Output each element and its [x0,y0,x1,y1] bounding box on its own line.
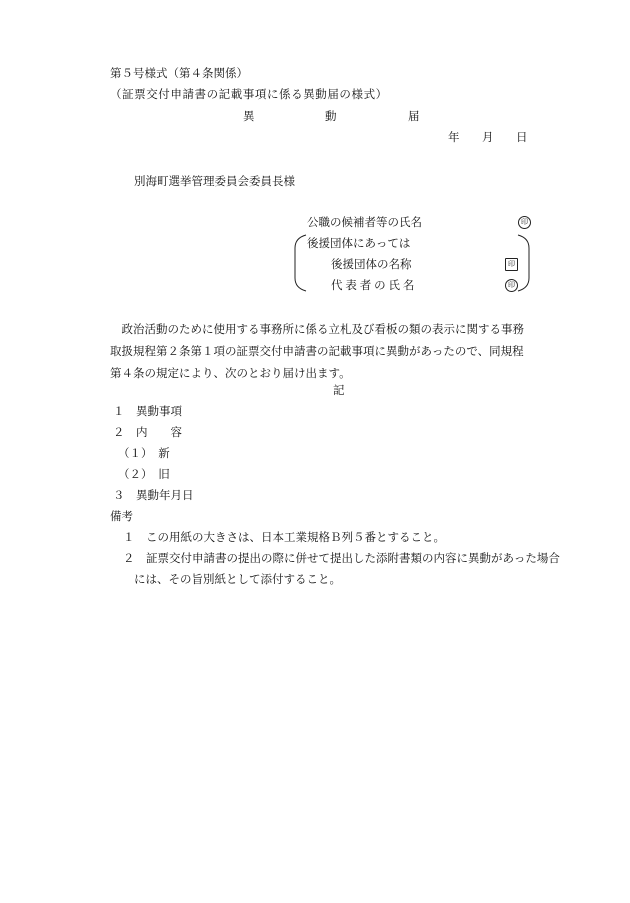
seal-mark-3: 印 [505,279,518,292]
notes-title: 備考 [110,509,133,523]
item-2-2: （２） 旧 [118,467,170,481]
date-day: 日 [516,130,528,144]
group-note: 後援団体にあっては [307,236,411,250]
ki-heading: 記 [333,383,345,397]
candidate-name-label: 公職の候補者等の氏名 [307,215,422,229]
item-2-1: （１） 新 [118,446,170,460]
group-name-label: 後援団体の名称 [331,257,412,271]
item-3: ３ 異動年月日 [113,488,194,502]
seal-mark-1: 印 [518,216,531,229]
left-bracket-icon [293,234,307,292]
note-1: １ この用紙の大きさは、日本工業規格Ｂ列５番とすること。 [123,530,445,544]
note-2-line-1: ２ 証票交付申請書の提出の際に併せて提出した添附書類の内容に異動があった場合 [123,551,560,565]
note-2-line-2: には、その旨別紙として添付すること。 [134,572,341,586]
form-number: 第５号様式（第４条関係） [110,66,248,80]
body-paragraph: 政治活動のために使用する事務所に係る立札及び看板の類の表示に関する事務取扱規程第２条第１項の証票交付申請書の記載事項に異動があったので、同規程第４条の規定により、次のとおり届け出ます。 [110,322,524,380]
addressee: 別海町選挙管理委員会委員長様 [134,174,295,188]
heading-char-3: 届 [408,109,420,123]
date-year: 年 [448,130,460,144]
right-bracket-icon [517,234,531,292]
heading-char-1: 異 [243,109,255,123]
date-month: 月 [482,130,494,144]
form-title: （証票交付申請書の記載事項に係る異動届の様式） [110,87,388,101]
heading-char-2: 動 [325,109,337,123]
item-1: １ 異動事項 [113,404,182,418]
item-2: ２ 内 容 [113,425,182,439]
representative-label: 代表者の氏名 [331,278,418,292]
seal-mark-2: 印 [505,258,518,271]
